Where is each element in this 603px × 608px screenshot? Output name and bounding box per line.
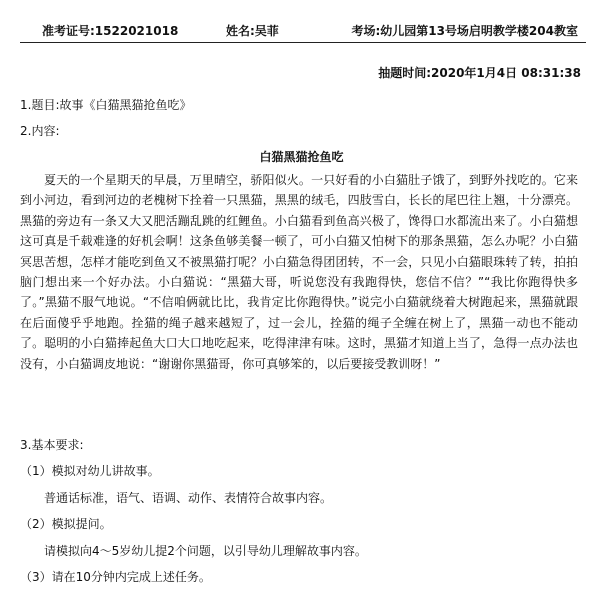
section-topic: 1.题目:故事《白猫黑猫抢鱼吃》 <box>20 98 192 112</box>
section-content: 2.内容: <box>20 124 60 138</box>
requirement-3: （3）请在10分钟内完成上述任务。 <box>20 570 211 584</box>
requirement-1-detail: 普通话标准，语气、语调、动作、表情符合故事内容。 <box>44 491 333 505</box>
requirement-2-detail: 请模拟向4～5岁幼儿提2个问题，以引导幼儿理解故事内容。 <box>44 544 367 558</box>
exam-header <box>20 18 586 43</box>
draw-time: 抽题时间:2020年1月4日 08:31:38 <box>378 66 581 80</box>
candidate-name: 姓名:吴菲 <box>226 24 279 38</box>
requirement-2: （2）模拟提问。 <box>20 517 112 531</box>
exam-id: 准考证号:1522021018 <box>42 24 179 38</box>
section-requirements: 3.基本要求: <box>20 438 84 452</box>
exam-room: 考场:幼儿园第13号场启明教学楼204教室 <box>351 24 578 38</box>
story-text: 夏天的一个星期天的早晨，万里晴空，骄阳似火。一只好看的小白猫肚子饿了，到野外找吃的。它来到小河边，看到河边的老槐树下拴着一只黑猫，黑黑的绒毛，四肢雪白，长长的尾巴往上翘，十分漂亮。黑猫的旁边有一条又大又肥活蹦乱跳的红鲤鱼。小白猫看到鱼高兴极了，馋得口水都流出来了。小白猫想这可真是千载难逢的好机会啊！这条鱼够美餐一顿了，可小白猫又怕树下的那条黑猫，怎么办呢？小白猫冥思苦想，怎样才能吃到鱼又不被黑猫打呢？小白猫急得团团转，不一会，只见小白猫眼珠转了转，拍拍脑门想出来一个好办法。小白猫说：“黑猫大哥，听说您没有我跑得快，您信不信？”“我比你跑得快多了。”黑猫不服气地说。“不信咱俩就比比，我肯定比你跑得快。”说完小白猫就绕着大树跑起来，黑猫就跟在后面傻乎乎地跑。拴猫的绳子越来越短了，过一会儿，拴猫的绳子全缠在树上了，黑猫一动也不能动了。聪明的小白猫捧起鱼大口大口地吃起来，吃得津津有味。这时，黑猫才知道上当了，急得一点办法也没有，小白猫调皮地说：“谢谢你黑猫哥，你可真够笨的，以后要接受教训呀！” <box>20 173 578 371</box>
requirement-1: （1）模拟对幼儿讲故事。 <box>20 464 160 478</box>
story-title: 白猫黑猫抢鱼吃 <box>259 150 344 164</box>
